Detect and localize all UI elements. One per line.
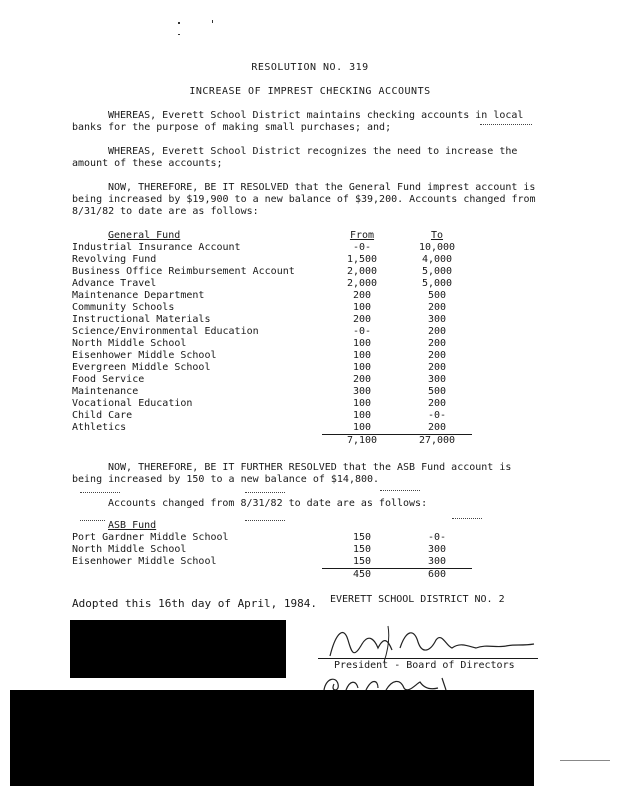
asb-intro-text: Accounts changed from 8/31/82 to date are as follows: bbox=[108, 498, 428, 509]
resolved-paragraph-2: NOW, THEREFORE, BE IT FURTHER RESOLVED that the ASB Fund account is being increased by 150 to a new balance of $14,800. bbox=[72, 462, 512, 485]
amount-from: 150 bbox=[352, 532, 372, 543]
amount-from: 100 bbox=[352, 410, 372, 421]
general-fund-row bbox=[72, 362, 472, 374]
whereas-paragraph-2: WHEREAS, Everett School District recognizes the need to increase the amount of these accounts; bbox=[72, 146, 518, 169]
account-name: Advance Travel bbox=[72, 278, 157, 289]
general-fund-row bbox=[72, 398, 472, 410]
asb-fund-total-row bbox=[72, 569, 472, 582]
account-name: Industrial Insurance Account bbox=[72, 242, 241, 253]
amount-from: 100 bbox=[352, 302, 372, 313]
general-fund-row bbox=[72, 266, 472, 278]
general-fund-row bbox=[72, 254, 472, 266]
amount-to: 4,000 bbox=[421, 254, 453, 265]
scan-speck bbox=[212, 20, 213, 23]
general-fund-row bbox=[72, 302, 472, 314]
amount-from: 2,000 bbox=[346, 278, 378, 289]
amount-to: 5,000 bbox=[421, 278, 453, 289]
asb-fund-header-row bbox=[72, 520, 472, 532]
amount-to: 200 bbox=[427, 362, 447, 373]
resolution-number: RESOLUTION NO. 319 bbox=[251, 62, 369, 73]
amount-to: -0- bbox=[427, 532, 447, 543]
asb-fund-row bbox=[72, 532, 472, 544]
total-to: 600 bbox=[427, 569, 447, 580]
asb-fund-row bbox=[72, 544, 472, 556]
amount-from: 200 bbox=[352, 374, 372, 385]
scan-dotted-line bbox=[245, 492, 285, 493]
scan-dotted-line bbox=[480, 124, 532, 125]
amount-to: 10,000 bbox=[418, 242, 456, 253]
amount-to: 500 bbox=[427, 290, 447, 301]
amount-from: 200 bbox=[352, 290, 372, 301]
whereas-paragraph-1: WHEREAS, Everett School District maintains checking accounts in local banks for the purpose of making small purchases; and; bbox=[72, 110, 524, 133]
amount-from: 100 bbox=[352, 350, 372, 361]
account-name: North Middle School bbox=[72, 544, 187, 555]
amount-to: 200 bbox=[427, 422, 447, 433]
account-name: Instructional Materials bbox=[72, 314, 211, 325]
account-name: Maintenance bbox=[72, 386, 139, 397]
general-fund-row bbox=[72, 242, 472, 254]
account-name: Vocational Education bbox=[72, 398, 193, 409]
general-fund-row bbox=[72, 338, 472, 350]
signature-line bbox=[318, 658, 538, 659]
redaction-block bbox=[70, 620, 286, 678]
scan-speck bbox=[178, 34, 180, 35]
amount-to: 500 bbox=[427, 386, 447, 397]
general-fund-row bbox=[72, 314, 472, 326]
general-fund-row bbox=[72, 290, 472, 302]
account-name: Eisenhower Middle School bbox=[72, 556, 217, 568]
amount-to: 300 bbox=[427, 556, 447, 567]
scan-speck bbox=[560, 760, 610, 761]
account-name: Evergreen Middle School bbox=[72, 362, 211, 373]
adopted-date: Adopted this 16th day of April, 1984. bbox=[72, 597, 318, 610]
general-fund-total-row bbox=[72, 435, 472, 448]
amount-from: 150 bbox=[352, 556, 372, 567]
scan-dotted-line bbox=[452, 518, 482, 519]
general-fund-row bbox=[72, 386, 472, 398]
general-fund-heading: General Fund bbox=[108, 230, 181, 241]
amount-from: 100 bbox=[352, 362, 372, 373]
account-name: Maintenance Department bbox=[72, 290, 205, 301]
account-name: Revolving Fund bbox=[72, 254, 157, 265]
account-name: Child Care bbox=[72, 410, 133, 421]
amount-from: 300 bbox=[352, 386, 372, 397]
account-name: Port Gardner Middle School bbox=[72, 532, 229, 543]
total-from: 7,100 bbox=[346, 435, 378, 446]
account-name: Community Schools bbox=[72, 302, 175, 313]
account-name: North Middle School bbox=[72, 338, 187, 349]
amount-to: 200 bbox=[427, 326, 447, 337]
asb-fund-heading: ASB Fund bbox=[108, 520, 157, 531]
general-fund-row bbox=[72, 410, 472, 422]
amount-to: 200 bbox=[427, 398, 447, 409]
general-fund-row bbox=[72, 422, 472, 435]
amount-to: 300 bbox=[427, 544, 447, 555]
account-name: Athletics bbox=[72, 422, 127, 434]
general-fund-row bbox=[72, 350, 472, 362]
scan-dotted-line bbox=[380, 490, 420, 491]
general-fund-row bbox=[72, 374, 472, 386]
account-name: Business Office Reimbursement Account bbox=[72, 266, 295, 277]
amount-from: 100 bbox=[352, 422, 372, 433]
account-name: Science/Environmental Education bbox=[72, 326, 259, 337]
total-to: 27,000 bbox=[418, 435, 456, 446]
amount-to: -0- bbox=[427, 410, 447, 421]
scan-dotted-line bbox=[80, 492, 120, 493]
general-fund-row bbox=[72, 278, 472, 290]
general-fund-header-row bbox=[72, 230, 472, 242]
amount-to: 300 bbox=[427, 314, 447, 325]
asb-fund-row bbox=[72, 556, 472, 569]
column-to-header: To bbox=[430, 230, 444, 241]
amount-from: 150 bbox=[352, 544, 372, 555]
account-name: Food Service bbox=[72, 374, 145, 385]
amount-from: 2,000 bbox=[346, 266, 378, 277]
resolved-paragraph-1: NOW, THEREFORE, BE IT RESOLVED that the General Fund imprest account is being increased by $19,900 to a new balance of $39,200. Accounts changed from 8/31/82 to date are as follows: bbox=[72, 182, 536, 217]
amount-from: 100 bbox=[352, 338, 372, 349]
amount-from: 1,500 bbox=[346, 254, 378, 265]
account-name: Eisenhower Middle School bbox=[72, 350, 217, 361]
amount-to: 5,000 bbox=[421, 266, 453, 277]
general-fund-table bbox=[72, 230, 472, 447]
asb-fund-table bbox=[72, 520, 472, 581]
redaction-block bbox=[10, 690, 534, 786]
president-title: President - Board of Directors bbox=[334, 660, 515, 671]
total-from: 450 bbox=[352, 569, 372, 580]
district-name: EVERETT SCHOOL DISTRICT NO. 2 bbox=[330, 594, 505, 605]
amount-from: 200 bbox=[352, 314, 372, 325]
amount-to: 200 bbox=[427, 302, 447, 313]
resolution-title: INCREASE OF IMPREST CHECKING ACCOUNTS bbox=[189, 86, 431, 97]
general-fund-row bbox=[72, 326, 472, 338]
amount-to: 200 bbox=[427, 338, 447, 349]
amount-to: 300 bbox=[427, 374, 447, 385]
amount-from: 100 bbox=[352, 398, 372, 409]
amount-to: 200 bbox=[427, 350, 447, 361]
amount-from: -0- bbox=[352, 242, 372, 253]
column-from-header: From bbox=[349, 230, 375, 241]
amount-from: -0- bbox=[352, 326, 372, 337]
scan-speck bbox=[178, 22, 180, 24]
